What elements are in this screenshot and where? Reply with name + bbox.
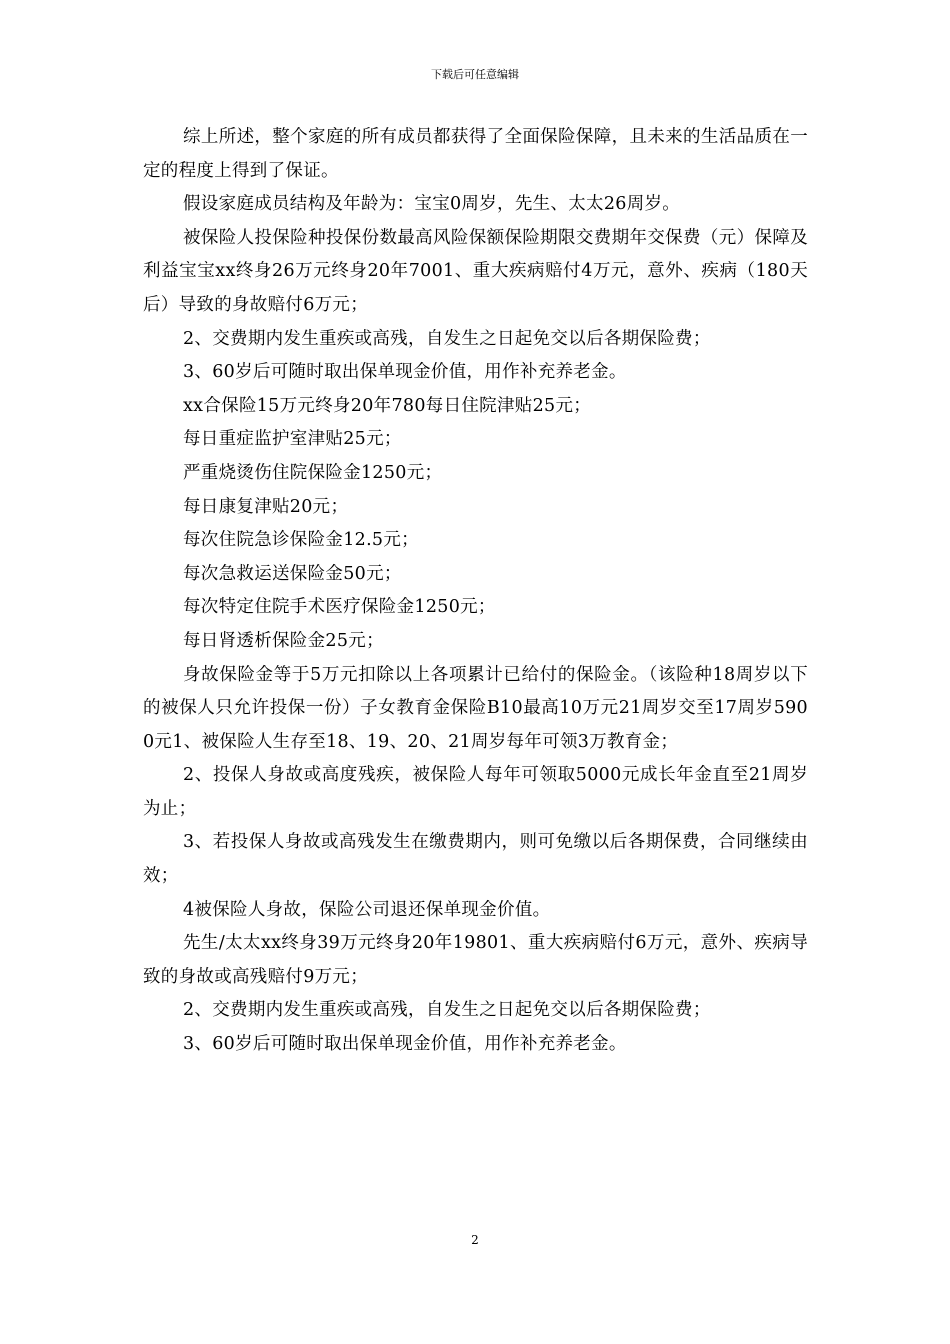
paragraph: 被保险人投保险种投保份数最高风险保额保险期限交费期年交保费（元）保障及利益宝宝xx终身26万元终身20年7001、重大疾病赔付4万元，意外、疾病（180天后）导致的身故赔付6万元； xyxy=(143,227,808,315)
paragraph: 每次急救运送保险金50元； xyxy=(183,563,402,584)
paragraph: 先生/太太xx终身39万元终身20年19801、重大疾病赔付6万元，意外、疾病导致的身故或高残赔付9万元； xyxy=(143,933,808,987)
paragraph: 每次住院急诊保险金12.5元； xyxy=(183,530,419,551)
paragraph: xx合保险15万元终身20年780每日住院津贴25元； xyxy=(183,395,592,416)
paragraph: 3、若投保人身故或高残发生在缴费期内，则可免缴以后各期保费，合同继续由效； xyxy=(143,832,808,887)
paragraph: 身故保险金等于5万元扣除以上各项累计已给付的保险金。（该险种18周岁以下的被保人只允许投保一份）子女教育金保险B10最高10万元21周岁交至17周岁5900元1、被保险人生存至18、19、20、21周岁每年可领3万教育金； xyxy=(143,664,808,752)
paragraph: 假设家庭成员结构及年龄为：宝宝0周岁，先生、太太26周岁。 xyxy=(183,194,681,215)
paragraph: 每日康复津贴20元； xyxy=(183,496,349,517)
paragraph: 3、60岁后可随时取出保单现金价值，用作补充养老金。 xyxy=(183,1034,627,1055)
paragraph: 每日肾透析保险金25元； xyxy=(183,630,384,651)
paragraph: 2、投保人身故或高度残疾，被保险人每年可领取5000元成长年金直至21周岁为止； xyxy=(143,765,808,819)
paragraph: 2、交费期内发生重疾或高残，自发生之日起免交以后各期保险费； xyxy=(183,1000,711,1021)
paragraph: 综上所述，整个家庭的所有成员都获得了全面保险保障，且未来的生活品质在一定的程度上得到了保证。 xyxy=(143,127,808,181)
paragraph: 4被保险人身故，保险公司退还保单现金价值。 xyxy=(183,899,551,920)
document-body xyxy=(143,121,808,1062)
paragraph: 每次特定住院手术医疗保险金1250元； xyxy=(183,597,496,618)
paragraph: 每日重症监护室津贴25元； xyxy=(183,429,402,450)
paragraph: 2、交费期内发生重疾或高残，自发生之日起免交以后各期保险费； xyxy=(183,328,711,349)
page-number: 2 xyxy=(471,1233,479,1247)
paragraph: 严重烧烫伤住院保险金1250元； xyxy=(183,462,443,483)
page-header: 下载后可任意编辑 xyxy=(431,68,519,81)
paragraph: 3、60岁后可随时取出保单现金价值，用作补充养老金。 xyxy=(183,362,627,383)
